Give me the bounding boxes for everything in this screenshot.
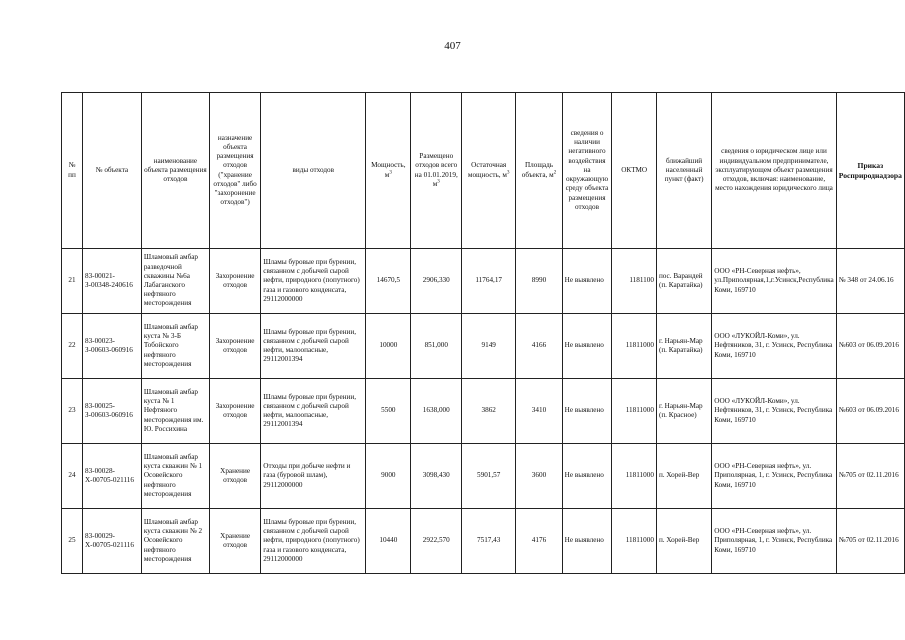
operator-info: ООО «РН-Северная нефть», ул. Приполярная, 1, г. Усинск, Республика Коми, 169710 [712, 509, 836, 574]
remaining-capacity: 5901,57 [462, 444, 516, 509]
table-row [62, 249, 905, 314]
header-operator: сведения о юридическом лице или индивидуальном предпринимателе, эксплуатирующем объект размещения отходов, включая: наименование, место нахождения юридического лица [712, 93, 836, 249]
oktmo-code: 11811000 [612, 379, 657, 444]
waste-types: Шламы буровые при бурении, связанном с добычей сырой нефти, природного (попутного) газа и газового конденсата, 29112000000 [261, 249, 366, 314]
table-row [62, 379, 905, 444]
negative-impact: Не выявлено [562, 379, 612, 444]
waste-types: Отходы при добыче нефти и газа (буровой шлам), 29112000000 [261, 444, 366, 509]
object-area: 3600 [516, 444, 562, 509]
order-reference: №705 от 02.11.2016 [836, 444, 904, 509]
row-number: 25 [62, 509, 83, 574]
header-area: Площадь объекта, $м^2$ [516, 93, 562, 249]
row-number: 22 [62, 314, 83, 379]
order-reference: №705 от 02.11.2016 [836, 509, 904, 574]
row-number: 23 [62, 379, 83, 444]
waste-facilities-table [61, 92, 905, 574]
header-object-number: № объекта [82, 93, 141, 249]
operator-info: ООО «РН-Северная нефть», ул. Приполярная, 1, г. Усинск, Республика Коми, 169710 [712, 444, 836, 509]
operator-info: ООО «РН-Северная нефть», ул.Приполярная,1,г.Усинск,Республика Коми, 169710 [712, 249, 836, 314]
nearest-locality: пос. Варандей (п. Каратайка) [656, 249, 711, 314]
order-reference: № 348 от 24.06.16 [836, 249, 904, 314]
waste-types: Шламы буровые при бурении, связанном с добычей сырой нефти, малоопасные, 29112001394 [261, 314, 366, 379]
header-oktmo: ОКТМО [612, 93, 657, 249]
nearest-locality: г. Нарьян-Мар (п. Каратайка) [656, 314, 711, 379]
object-number: 83-00025-З-00603-060916 [82, 379, 141, 444]
placed-volume: 2922,570 [411, 509, 462, 574]
row-number: 24 [62, 444, 83, 509]
object-number: 83-00029-Х-00705-021116 [82, 509, 141, 574]
header-remaining: Остаточная мощность, $м^3$ [462, 93, 516, 249]
oktmo-code: 1181100 [612, 249, 657, 314]
placed-volume: 3098,430 [411, 444, 462, 509]
header-capacity: Мощность, $м^3$ [366, 93, 411, 249]
table-row [62, 444, 905, 509]
remaining-capacity: 11764,17 [462, 249, 516, 314]
object-name: Шламовый амбар куста скважин № 2 Осовейского нефтяного месторождения [141, 509, 209, 574]
nearest-locality: п. Хорей-Вер [656, 444, 711, 509]
negative-impact: Не выявлено [562, 314, 612, 379]
header-order: Приказ Росприроднадзора [836, 93, 904, 249]
header-locality: ближайший населенный пункт (факт) [656, 93, 711, 249]
remaining-capacity: 7517,43 [462, 509, 516, 574]
capacity: 10440 [366, 509, 411, 574]
table-row [62, 509, 905, 574]
capacity: 10000 [366, 314, 411, 379]
header-purpose: назначение объекта размещения отходов ("хранение отходов" либо "захоронение отходов") [209, 93, 260, 249]
oktmo-code: 11811000 [612, 314, 657, 379]
object-purpose: Захоронение отходов [209, 314, 260, 379]
placed-volume: 1638,000 [411, 379, 462, 444]
object-purpose: Захоронение отходов [209, 379, 260, 444]
object-name: Шламовый амбар куста № 1 Нефтяного месторождения им. Ю. Россихина [141, 379, 209, 444]
operator-info: ООО «ЛУКОЙЛ-Коми», ул. Нефтяников, 31, г. Усинск, Республика Коми, 169710 [712, 314, 836, 379]
object-purpose: Хранение отходов [209, 444, 260, 509]
operator-info: ООО «ЛУКОЙЛ-Коми», ул. Нефтяников, 31, г. Усинск, Республика Коми, 169710 [712, 379, 836, 444]
page-number: 407 [444, 40, 461, 52]
capacity: 14670,5 [366, 249, 411, 314]
object-area: 4166 [516, 314, 562, 379]
remaining-capacity: 3862 [462, 379, 516, 444]
object-area: 4176 [516, 509, 562, 574]
object-number: 83-00021-З-00348-240616 [82, 249, 141, 314]
oktmo-code: 11811000 [612, 509, 657, 574]
object-area: 8990 [516, 249, 562, 314]
negative-impact: Не выявлено [562, 249, 612, 314]
object-name: Шламовый амбар куста скважин № 1 Осовейского нефтяного месторождения [141, 444, 209, 509]
header-placed: Размещено отходов всего на 01.01.2019, $м^3$ [411, 93, 462, 249]
header-row [62, 93, 905, 249]
row-number: 21 [62, 249, 83, 314]
object-purpose: Захоронение отходов [209, 249, 260, 314]
order-reference: №603 от 06.09.2016 [836, 379, 904, 444]
oktmo-code: 11811000 [612, 444, 657, 509]
waste-types: Шламы буровые при бурении, связанном с добычей сырой нефти, малоопасные, 29112001394 [261, 379, 366, 444]
order-reference: №603 от 06.09.2016 [836, 314, 904, 379]
header-name: наименование объекта размещения отходов [141, 93, 209, 249]
nearest-locality: г. Нарьян-Мар (п. Красное) [656, 379, 711, 444]
nearest-locality: п. Хорей-Вер [656, 509, 711, 574]
capacity: 5500 [366, 379, 411, 444]
placed-volume: 851,000 [411, 314, 462, 379]
negative-impact: Не выявлено [562, 509, 612, 574]
remaining-capacity: 9149 [462, 314, 516, 379]
table-row [62, 314, 905, 379]
waste-types: Шламы буровые при бурении, связанном с добычей сырой нефти, природного (попутного) газа и газового конденсата, 29112000000 [261, 509, 366, 574]
header-waste-types: виды отходов [261, 93, 366, 249]
capacity: 9000 [366, 444, 411, 509]
object-name: Шламовый амбар куста № 3-Б Тобойского нефтяного месторождения [141, 314, 209, 379]
negative-impact: Не выявлено [562, 444, 612, 509]
object-purpose: Хранение отходов [209, 509, 260, 574]
object-number: 83-00023-З-00603-060916 [82, 314, 141, 379]
header-num: № пп [62, 93, 83, 249]
placed-volume: 2906,330 [411, 249, 462, 314]
header-negative-impact: сведения о наличии негативного воздействия на окружающую среду объекта размещения отходов [562, 93, 612, 249]
object-area: 3410 [516, 379, 562, 444]
object-number: 83-00028-Х-00705-021116 [82, 444, 141, 509]
object-name: Шламовый амбар разведочной скважины №6а Лабаганского нефтяного месторождения [141, 249, 209, 314]
